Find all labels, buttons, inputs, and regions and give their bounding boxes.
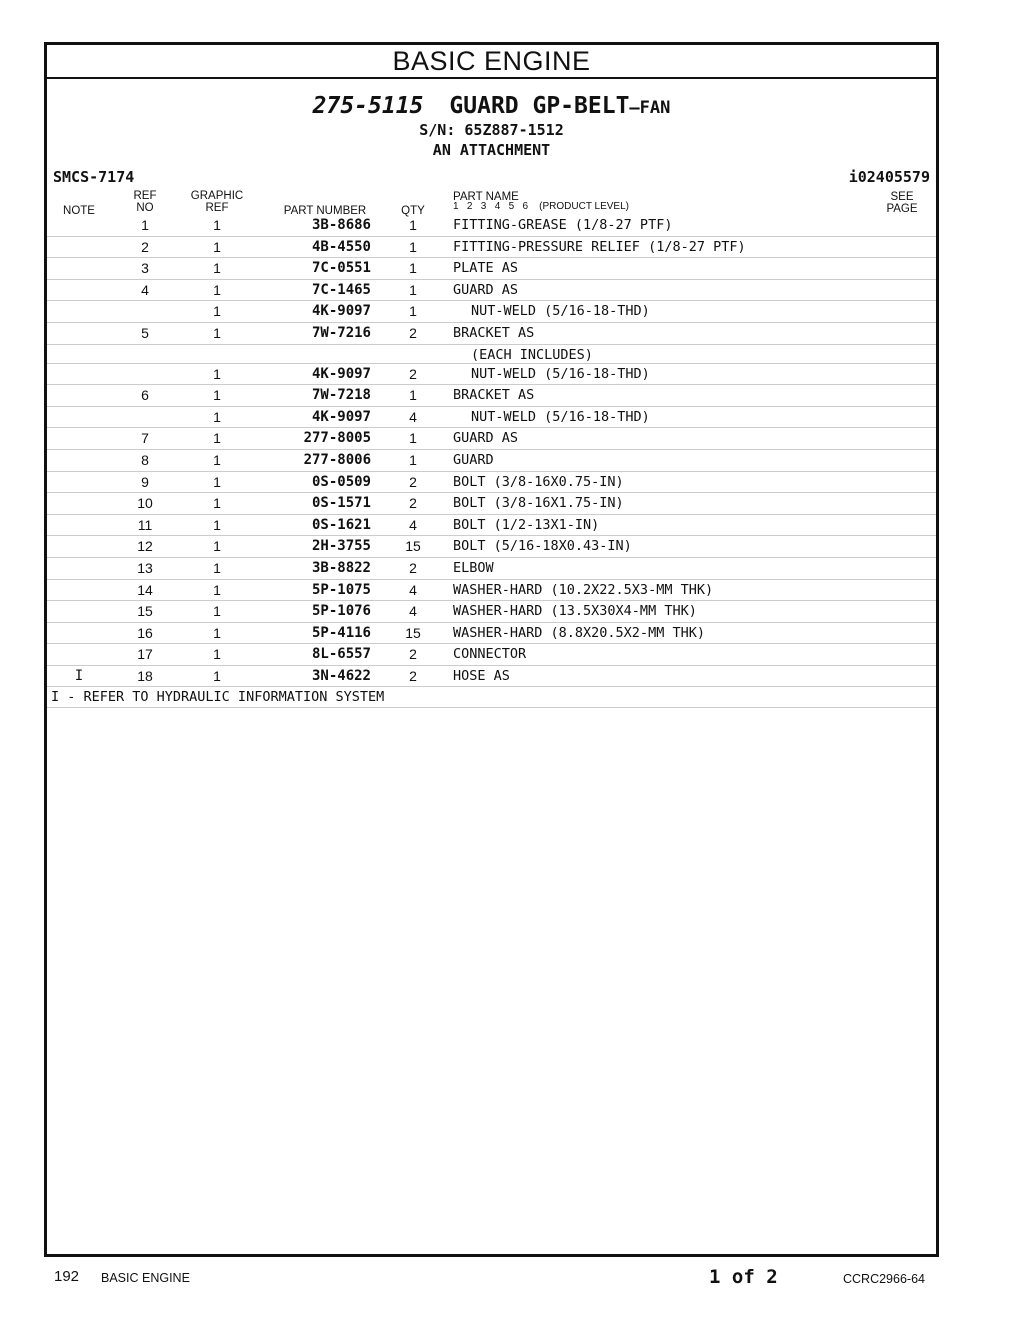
- row-graphic-ref: 1: [213, 581, 221, 598]
- row-qty: 4: [409, 603, 417, 620]
- table-row: [47, 601, 936, 623]
- row-part-number: 0S-1621: [311, 516, 371, 533]
- row-ref-no: 8: [141, 451, 149, 468]
- table-row: [47, 215, 936, 237]
- footnote-text: I - REFER TO HYDRAULIC INFORMATION SYSTEM: [51, 689, 385, 706]
- group-title: [47, 93, 936, 119]
- row-graphic-ref: 1: [213, 408, 221, 425]
- table-row: [47, 558, 936, 580]
- row-qty: 15: [405, 538, 421, 555]
- row-qty: 2: [409, 495, 417, 512]
- row-ref-no: 18: [137, 667, 153, 684]
- row-note: I: [74, 667, 84, 684]
- row-graphic-ref: 1: [213, 260, 221, 277]
- col-header-graphic-ref: [187, 190, 247, 214]
- row-ref-no: 11: [137, 516, 153, 533]
- row-ref-no: 13: [137, 559, 153, 576]
- col-header-qty: QTY: [401, 205, 425, 217]
- row-part-number: 4K-9097: [311, 408, 371, 425]
- row-part-number: 277-8006: [303, 451, 371, 468]
- table-row: [47, 623, 936, 645]
- row-qty: 4: [409, 581, 417, 598]
- table-row: [47, 301, 936, 323]
- attachment-label: AN ATTACHMENT: [432, 141, 551, 159]
- table-row: [47, 385, 936, 407]
- col-header-ref-line1: REF: [133, 190, 157, 202]
- page-frame: [44, 42, 939, 1257]
- row-part-name: GUARD AS: [453, 281, 519, 298]
- row-part-number: 4B-4550: [311, 238, 371, 255]
- col-header-see-line1: SEE: [890, 191, 914, 203]
- group-header: [47, 79, 936, 219]
- col-header-graphic-line1: GRAPHIC: [190, 190, 244, 202]
- row-graphic-ref: 1: [213, 303, 221, 320]
- col-header-see-line2: PAGE: [886, 203, 918, 215]
- section-title: BASIC ENGINE: [47, 45, 936, 79]
- document-id: CCRC2966-64: [843, 1272, 925, 1286]
- row-part-number: 8L-6557: [311, 646, 371, 663]
- row-part-number: 0S-1571: [311, 495, 371, 512]
- serial-range: S/N: 65Z887-1512: [419, 121, 564, 139]
- col-header-note: NOTE: [63, 205, 95, 217]
- table-row: [47, 450, 936, 472]
- row-qty: 4: [409, 408, 417, 425]
- row-qty: 1: [409, 451, 417, 468]
- row-part-name: FITTING-PRESSURE RELIEF (1/8-27 PTF): [453, 238, 746, 255]
- col-header-part-name: PART NAME: [453, 191, 519, 203]
- row-graphic-ref: 1: [213, 516, 221, 533]
- row-part-name: HOSE AS: [453, 667, 510, 684]
- row-graphic-ref: 1: [213, 538, 221, 555]
- row-part-name: BOLT (5/16-18X0.43-IN): [453, 538, 632, 555]
- row-graphic-ref: 1: [213, 559, 221, 576]
- row-part-number: 2H-3755: [311, 538, 371, 555]
- table-row: [47, 364, 936, 386]
- row-part-number: 5P-4116: [311, 624, 371, 641]
- row-part-name: (EACH INCLUDES): [471, 346, 593, 363]
- row-ref-no: 4: [141, 281, 149, 298]
- row-part-number: 7C-1465: [311, 281, 371, 298]
- row-part-name: NUT-WELD (5/16-18-THD): [471, 365, 650, 382]
- smcs-code: SMCS-7174: [53, 168, 135, 186]
- row-qty: 1: [409, 281, 417, 298]
- row-graphic-ref: 1: [213, 603, 221, 620]
- row-graphic-ref: 1: [213, 495, 221, 512]
- row-ref-no: 1: [141, 217, 149, 233]
- row-graphic-ref: 1: [213, 430, 221, 447]
- row-part-number: 7C-0551: [311, 260, 371, 277]
- row-ref-no: 5: [141, 324, 149, 341]
- row-qty: 1: [409, 260, 417, 277]
- footer-section: BASIC ENGINE: [101, 1271, 190, 1285]
- table-row: [47, 428, 936, 450]
- row-qty: 2: [409, 646, 417, 663]
- table-row: [47, 258, 936, 280]
- row-graphic-ref: 1: [213, 365, 221, 382]
- row-part-name: BRACKET AS: [453, 387, 535, 404]
- row-graphic-ref: 1: [213, 217, 221, 233]
- table-row: [47, 515, 936, 537]
- row-ref-no: 15: [137, 603, 153, 620]
- row-part-number: 0S-0509: [311, 473, 371, 490]
- col-header-ref-line2: NO: [136, 202, 154, 214]
- row-part-number: 277-8005: [303, 430, 371, 447]
- col-header-ref-no: [125, 190, 165, 214]
- table-row: [47, 345, 936, 364]
- table-row: [47, 280, 936, 302]
- row-graphic-ref: 1: [213, 281, 221, 298]
- row-part-name: ELBOW: [453, 559, 494, 576]
- table-row: [47, 472, 936, 494]
- table-row: [47, 644, 936, 666]
- page-of: 1 of 2: [709, 1266, 778, 1288]
- table-row: [47, 237, 936, 259]
- parts-table: [47, 215, 936, 708]
- row-part-number: 3B-8822: [311, 559, 371, 576]
- table-row: [47, 407, 936, 429]
- row-part-number: 3B-8686: [311, 217, 371, 233]
- table-row: [47, 323, 936, 345]
- table-row: [47, 536, 936, 558]
- row-ref-no: 9: [141, 473, 149, 490]
- row-part-name: FITTING-GREASE (1/8-27 PTF): [453, 217, 673, 233]
- page-footer: [0, 1266, 1020, 1290]
- table-row: [47, 666, 936, 688]
- row-qty: 2: [409, 473, 417, 490]
- row-part-name: BOLT (3/8-16X1.75-IN): [453, 495, 624, 512]
- row-graphic-ref: 1: [213, 238, 221, 255]
- row-qty: 2: [409, 667, 417, 684]
- row-graphic-ref: 1: [213, 451, 221, 468]
- row-graphic-ref: 1: [213, 324, 221, 341]
- row-part-number: 4K-9097: [311, 365, 371, 382]
- row-graphic-ref: 1: [213, 667, 221, 684]
- row-part-name: PLATE AS: [453, 260, 519, 277]
- row-ref-no: 2: [141, 238, 149, 255]
- row-part-number: 7W-7218: [311, 387, 371, 404]
- row-part-name: GUARD AS: [453, 430, 519, 447]
- row-qty: 1: [409, 303, 417, 320]
- row-ref-no: 10: [137, 495, 153, 512]
- group-name-suffix: —FAN: [629, 98, 671, 118]
- row-ref-no: 16: [137, 624, 153, 641]
- row-qty: 1: [409, 238, 417, 255]
- table-row: [47, 493, 936, 515]
- row-part-name: NUT-WELD (5/16-18-THD): [471, 303, 650, 320]
- row-part-name: NUT-WELD (5/16-18-THD): [471, 408, 650, 425]
- col-header-product-levels: 1 2 3 4 5 6 (PRODUCT LEVEL): [453, 201, 629, 212]
- group-name: GUARD GP-BELT: [449, 93, 630, 119]
- page-number: 192: [54, 1268, 80, 1285]
- row-ref-no: 7: [141, 430, 149, 447]
- row-qty: 1: [409, 217, 417, 233]
- row-part-number: 5P-1075: [311, 581, 371, 598]
- illustration-id: i02405579: [848, 168, 930, 186]
- row-part-number: 7W-7216: [311, 324, 371, 341]
- row-part-name: BRACKET AS: [453, 324, 535, 341]
- row-part-name: BOLT (3/8-16X0.75-IN): [453, 473, 624, 490]
- col-header-see-page: [882, 191, 922, 215]
- row-qty: 1: [409, 430, 417, 447]
- row-ref-no: 14: [137, 581, 153, 598]
- row-ref-no: 17: [137, 646, 153, 663]
- row-part-name: WASHER-HARD (8.8X20.5X2-MM THK): [453, 624, 705, 641]
- row-part-number: 5P-1076: [311, 603, 371, 620]
- row-qty: 2: [409, 324, 417, 341]
- col-header-graphic-line2: REF: [205, 202, 229, 214]
- row-qty: 4: [409, 516, 417, 533]
- table-row: [47, 580, 936, 602]
- row-graphic-ref: 1: [213, 387, 221, 404]
- row-part-name: WASHER-HARD (13.5X30X4-MM THK): [453, 603, 697, 620]
- row-qty: 1: [409, 387, 417, 404]
- row-graphic-ref: 1: [213, 646, 221, 663]
- row-qty: 2: [409, 559, 417, 576]
- group-part-number: 275-5115: [312, 93, 424, 119]
- row-part-name: WASHER-HARD (10.2X22.5X3-MM THK): [453, 581, 714, 598]
- row-qty: 15: [405, 624, 421, 641]
- row-ref-no: 3: [141, 260, 149, 277]
- row-graphic-ref: 1: [213, 473, 221, 490]
- col-header-part-number: PART NUMBER: [283, 205, 367, 217]
- footnote-row: [47, 687, 936, 708]
- row-part-name: CONNECTOR: [453, 646, 527, 663]
- row-part-number: 4K-9097: [311, 303, 371, 320]
- row-ref-no: 6: [141, 387, 149, 404]
- row-part-name: GUARD: [453, 451, 494, 468]
- row-ref-no: 12: [137, 538, 153, 555]
- row-part-name: BOLT (1/2-13X1-IN): [453, 516, 600, 533]
- row-graphic-ref: 1: [213, 624, 221, 641]
- row-qty: 2: [409, 365, 417, 382]
- row-part-number: 3N-4622: [311, 667, 371, 684]
